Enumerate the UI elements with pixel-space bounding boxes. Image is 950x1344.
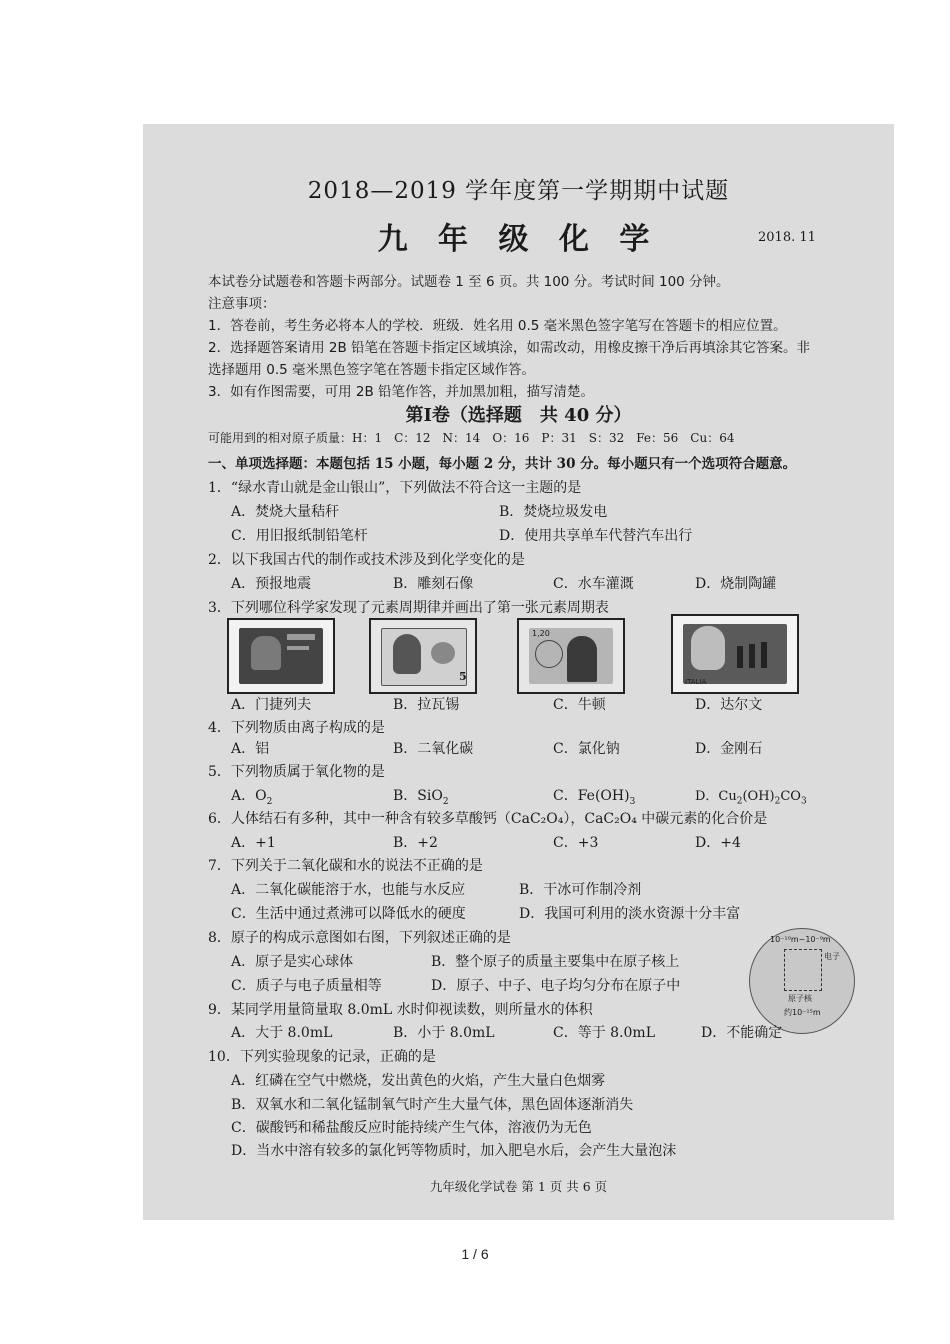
q6-option-b: B．+2	[393, 835, 438, 851]
q1-option-b: B．焚烧垃圾发电	[499, 504, 608, 520]
stamp-b-value: 5	[459, 670, 467, 683]
q7-stem: 7．下列关于二氧化碳和水的说法不正确的是	[208, 858, 483, 874]
exam-date: 2018. 11	[758, 230, 816, 245]
stamp-c-value: 1,20	[532, 629, 550, 638]
q5-option-a: A．$O_2$	[231, 788, 273, 807]
q10-option-b: B．双氧水和二氧化锰制氧气时产生大量气体，黑色固体逐渐消失	[231, 1097, 634, 1113]
q6-option-c: C．+3	[553, 835, 599, 851]
section-title: 第Ⅰ卷（选择题 共 40 分）	[405, 405, 632, 426]
q10-option-a: A．红磷在空气中燃烧，发出黄色的火焰，产生大量白色烟雾	[231, 1073, 606, 1089]
q7-option-a: A．二氧化碳能溶于水，也能与水反应	[231, 882, 466, 898]
q3-option-d: D．达尔文	[695, 697, 763, 713]
atomic-masses: 可能用到的相对原子质量：H：1 C：12 N：14 O：16 P：31 S：32 Fe：56 Cu：64	[208, 431, 735, 445]
q2-option-a: A．预报地震	[231, 576, 312, 592]
q9-option-c: C．等于 8.0mL	[553, 1025, 655, 1041]
q2-option-c: C．水车灌溉	[553, 576, 634, 592]
q8-option-d: D．原子、中子、电子均匀分布在原子中	[431, 978, 681, 994]
q3-option-b: B．拉瓦锡	[393, 697, 460, 713]
subject-title: 九 年 级 化 学	[377, 222, 660, 257]
q2-option-b: B．雕刻石像	[393, 576, 474, 592]
intro-line: 注意事项：	[208, 296, 276, 312]
q10-option-d: D．当水中溶有较多的氯化钙等物质时，加入肥皂水后，会产生大量泡沫	[231, 1143, 677, 1159]
mendeleev-stamp-image	[227, 618, 335, 694]
q8-option-b: B．整个原子的质量主要集中在原子核上	[431, 954, 680, 970]
q9-option-b: B．小于 8.0mL	[393, 1025, 495, 1041]
newton-stamp-image	[517, 618, 625, 694]
intro-line: 1．答卷前，考生务必将本人的学校．班级．姓名用 0.5 毫米黑色签字笔写在答题卡的相应位置。	[208, 318, 787, 334]
electron-label: 电子	[824, 952, 840, 961]
q1-option-c: C．用旧报纸制铅笔杆	[231, 528, 368, 544]
q5-option-c: C．$Fe(OH)_3$	[553, 788, 636, 807]
q7-option-b: B．干冰可作制冷剂	[519, 882, 642, 898]
q4-option-b: B．二氧化碳	[393, 741, 474, 757]
intro-line: 3．如有作图需要，可用 2B 铅笔作答，并加黑加粗，描写清楚。	[208, 384, 595, 400]
q9-stem: 9．某同学用量筒量取 8.0mL 水时仰视读数，则所量水的体积	[208, 1002, 593, 1018]
q2-option-d: D．烧制陶罐	[695, 576, 777, 592]
lavoisier-stamp-image	[369, 618, 477, 694]
intro-line: 选择题用 0.5 毫米黑色签字笔在答题卡指定区域作答。	[208, 362, 536, 378]
q4-option-a: A．铝	[231, 741, 270, 757]
q8-option-a: A．原子是实心球体	[231, 954, 354, 970]
q3-stem: 3．下列哪位科学家发现了元素周期律并画出了第一张元素周期表	[208, 600, 609, 616]
q4-option-c: C．氯化钠	[553, 741, 620, 757]
intro-line: 本试卷分试题卷和答题卡两部分。试题卷 1 至 6 页。共 100 分。考试时间 100 分钟。	[208, 274, 730, 290]
q1-option-d: D．使用共享单车代替汽车出行	[499, 528, 693, 544]
q4-stem: 4．下列物质由离子构成的是	[208, 720, 385, 736]
q8-option-c: C．质子与电子质量相等	[231, 978, 382, 994]
q3-option-c: C．牛顿	[553, 697, 606, 713]
q2-stem: 2．以下我国古代的制作或技术涉及到化学变化的是	[208, 552, 525, 568]
q4-option-d: D．金刚石	[695, 741, 763, 757]
q1-option-a: A．焚烧大量秸秆	[231, 504, 340, 520]
q1-stem: 1．“绿水青山就是金山银山”，下列做法不符合这一主题的是	[208, 480, 582, 496]
q6-stem: 6．人体结石有多种，其中一种含有较多草酸钙（CaC₂O₄），CaC₂O₄ 中碳元素的化合价是	[208, 811, 768, 827]
stamp-d-text: ITALIA	[685, 678, 707, 686]
part1-heading: 一、单项选择题：本题包括 15 小题，每小题 2 分，共计 30 分。每小题只有一个选项符合题意。	[208, 456, 797, 472]
q6-option-d: D．+4	[695, 835, 741, 851]
exam-page	[143, 124, 894, 1220]
q9-option-a: A．大于 8.0mL	[231, 1025, 333, 1041]
q9-option-d: D．不能确定	[701, 1025, 783, 1041]
q5-option-d: D．$Cu_2(OH)_2CO_3$	[695, 789, 807, 807]
q5-option-b: B．SiO$_2$	[393, 788, 449, 807]
q5-stem: 5．下列物质属于氧化物的是	[208, 764, 385, 780]
q6-option-a: A．+1	[231, 835, 276, 851]
intro-line: 2．选择题答案请用 2B 铅笔在答题卡指定区域填涂，如需改动，用橡皮擦干净后再填涂其它答案。非	[208, 340, 811, 356]
page-indicator: 1 / 6	[461, 1246, 489, 1262]
page-footer: 九年级化学试卷 第 1 页 共 6 页	[429, 1179, 608, 1194]
atom-size-label: 10⁻¹⁰m~10⁻⁹m	[770, 935, 831, 944]
exam-title: 2018—2019 学年度第一学期期中试题	[307, 178, 730, 204]
q8-stem: 8．原子的构成示意图如右图，下列叙述正确的是	[208, 930, 511, 946]
nucleus-size-label: 约10⁻¹⁵m	[784, 1008, 821, 1017]
q10-option-c: C．碳酸钙和稀盐酸反应时能持续产生气体，溶液仍为无色	[231, 1120, 592, 1136]
nucleus-label: 原子核	[788, 994, 812, 1003]
darwin-stamp-image	[671, 614, 799, 694]
q7-option-d: D．我国可利用的淡水资源十分丰富	[519, 906, 741, 922]
q3-option-a: A．门捷列夫	[231, 697, 312, 713]
q10-stem: 10．下列实验现象的记录，正确的是	[208, 1049, 436, 1065]
atom-structure-diagram	[749, 928, 855, 1034]
q7-option-c: C．生活中通过煮沸可以降低水的硬度	[231, 906, 466, 922]
